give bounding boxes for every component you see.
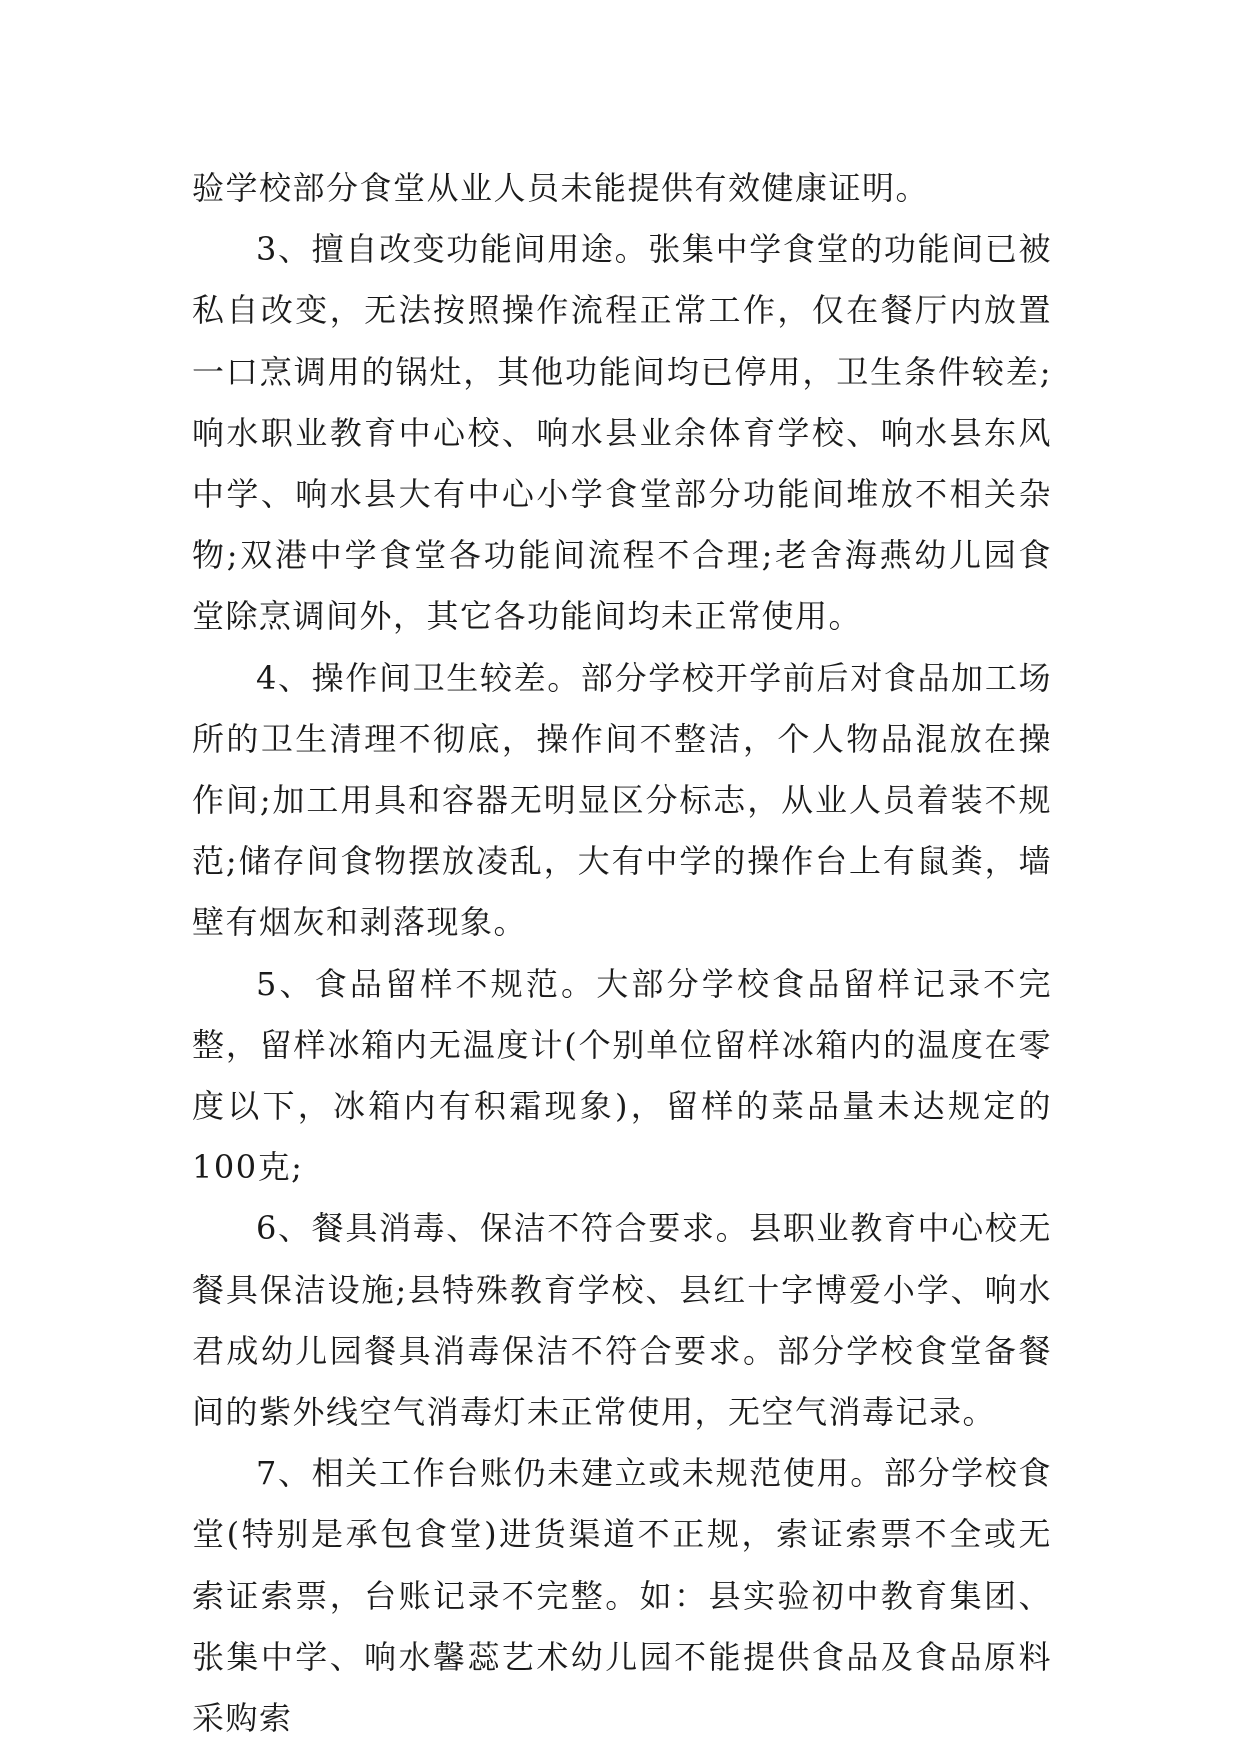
paragraph-item-4: 4、操作间卫生较差。部分学校开学前后对食品加工场所的卫生清理不彻底，操作间不整洁，个人物品混放在操作间;加工用具和容器无明显区分标志，从业人员着装不规范;储存间食物摆放凌乱，大有中学的操作台上有鼠粪，墙壁有烟灰和剥落现象。 — [192, 658, 1052, 942]
paragraph-item-7: 7、相关工作台账仍未建立或未规范使用。部分学校食堂(特别是承包食堂)进货渠道不正规，索证索票不全或无索证索票，台账记录不完整。如：县实验初中教育集团、张集中学、响水馨蕊艺术幼儿园不能提供食品及食品原料采购索 — [192, 1454, 1052, 1738]
paragraph-item-3: 3、擅自改变功能间用途。张集中学食堂的功能间已被私自改变，无法按照操作流程正常工作，仅在餐厅内放置一口烹调用的锅灶，其他功能间均已停用，卫生条件较差;响水职业教育中心校、响水县业余体育学校、响水县东风中学、响水县大有中心小学食堂部分功能间堆放不相关杂物;双港中学食堂各功能间流程不合理;老舍海燕幼儿园食堂除烹调间外，其它各功能间均未正常使用。 — [192, 230, 1052, 636]
document-body — [192, 158, 1052, 1749]
paragraph-item-5: 5、食品留样不规范。大部分学校食品留样记录不完整，留样冰箱内无温度计(个别单位留样冰箱内的温度在零度以下，冰箱内有积霜现象)，留样的菜品量未达规定的100克; — [192, 964, 1052, 1187]
paragraph-item-6: 6、餐具消毒、保洁不符合要求。县职业教育中心校无餐具保洁设施;县特殊教育学校、县红十字博爱小学、响水君成幼儿园餐具消毒保洁不符合要求。部分学校食堂备餐间的紫外线空气消毒灯未正常使用，无空气消毒记录。 — [192, 1209, 1052, 1432]
paragraph-continuation: 验学校部分食堂从业人员未能提供有效健康证明。 — [192, 169, 930, 207]
